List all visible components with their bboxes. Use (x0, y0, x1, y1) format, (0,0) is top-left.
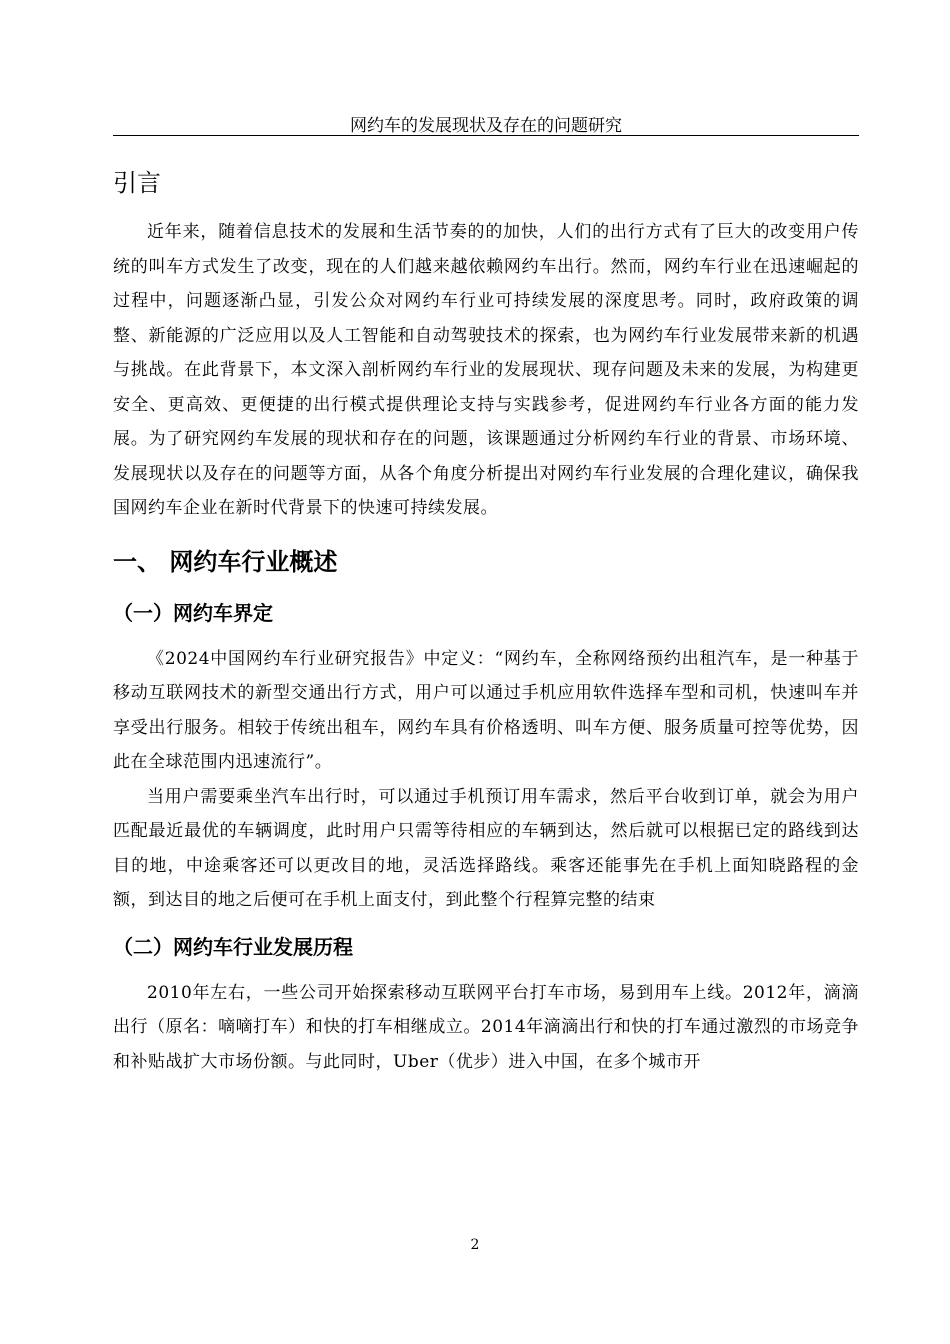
subsection-1-paragraph-1: 《2024中国网约车行业研究报告》中定义：“网约车，全称网络预约出租汽车，是一种基于移动互联网技术的新型交通出行方式，用户可以通过手机应用软件选择车型和司机，快速叫车并享受出行服务。相较于传统出租车，网约车具有价格透明、叫车方便、服务质量可控等优势，因此在全球范围内迅速流行”。 (113, 648, 859, 772)
page-number: 2 (470, 1237, 480, 1253)
intro-heading: 引言 (113, 169, 161, 197)
running-header: 网约车的发展现状及存在的问题研究 (350, 116, 622, 136)
subsection-1-paragraph-2: 当用户需要乘坐汽车出行时，可以通过手机预订用车需求，然后平台收到订单，就会为用户匹配最近最优的车辆调度，此时用户只需等待相应的车辆到达，然后就可以根据已定的路线到达目的地，中途乘客还可以更改目的地，灵活选择路线。乘客还能事先在手机上面知晓路程的金额，到达目的地之后便可在手机上面支付，到此整个行程算完整的结束 (113, 786, 859, 910)
section-1-heading: 一、 网约车行业概述 (113, 547, 338, 576)
intro-paragraph: 近年来，随着信息技术的发展和生活节奏的的加快，人们的出行方式有了巨大的改变用户传统的叫车方式发生了改变，现在的人们越来越依赖网约车出行。然而，网约车行业在迅速崛起的过程中，问题逐渐凸显，引发公众对网约车行业可持续发展的深度思考。同时，政府政策的调整、新能源的广泛应用以及人工智能和自动驾驶技术的探索，也为网约车行业发展带来新的机遇与挑战。在此背景下，本文深入剖析网约车行业的发展现状、现存问题及未来的发展，为构建更安全、更高效、更便捷的出行模式提供理论支持与实践参考，促进网约车行业各方面的能力发展。为了研究网约车发展的现状和存在的问题，该课题通过分析网约车行业的背景、市场环境、发展现状以及存在的问题等方面，从各个角度分析提出对网约车行业发展的合理化建议，确保我国网约车企业在新时代背景下的快速可持续发展。 (113, 222, 859, 518)
subsection-1-heading: （一）网约车界定 (113, 600, 273, 625)
subsection-2-heading: （二）网约车行业发展历程 (113, 934, 353, 959)
subsection-2-paragraph-1: 2010年左右，一些公司开始探索移动互联网平台打车市场，易到用车上线。2012年，滴滴出行（原名：嘀嘀打车）和快的打车相继成立。2014年滴滴出行和快的打车通过激烈的市场竞争和补贴战扩大市场份额。与此同时，Uber（优步）进入中国，在多个城市开 (113, 982, 859, 1072)
page-body (113, 163, 859, 1079)
header-rule (113, 135, 859, 136)
